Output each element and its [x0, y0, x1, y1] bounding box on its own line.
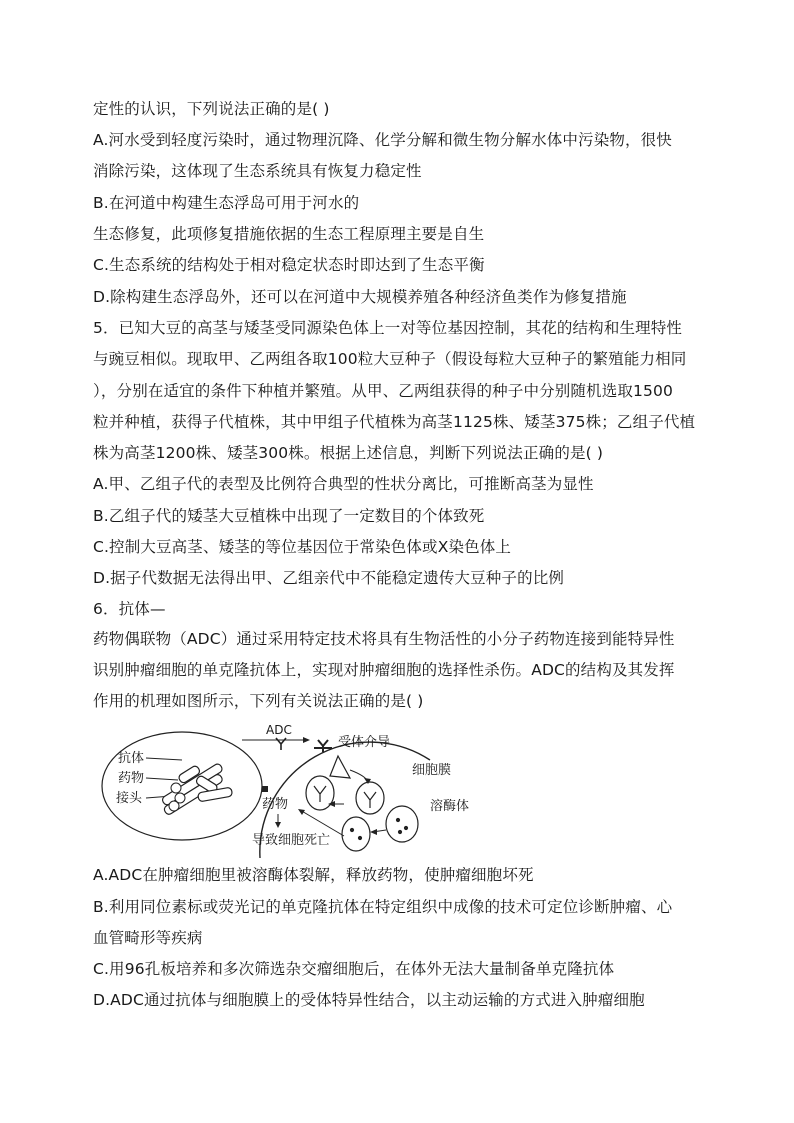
adc-mechanism-figure: [100, 718, 470, 858]
option-line: B.在河道中构建生态浮岛可用于河水的: [93, 194, 360, 212]
antibody-label: 抗体: [118, 751, 145, 766]
text-line: 株为高茎1200株、矮茎300株。根据上述信息，判断下列说法正确的是( ): [93, 444, 604, 462]
drug-release-label: 药物: [262, 797, 289, 812]
text-line: 粒并种植，获得子代植株，其中甲组子代植株为高茎1125株、矮茎375株；乙组子代植: [93, 413, 696, 431]
cell-membrane-label: 细胞膜: [412, 763, 452, 778]
text-line: 定性的认识，下列说法正确的是( ): [93, 100, 330, 118]
linker-label: 接头: [116, 791, 143, 806]
text-line: 与豌豆相似。现取甲、乙两组各取100粒大豆种子（假设每粒大豆种子的繁殖能力相同: [93, 350, 687, 368]
text-line: 作用的机理如图所示，下列有关说法正确的是( ): [93, 692, 424, 710]
text-line: 生态修复，此项修复措施依据的生态工程原理主要是自生: [93, 225, 485, 243]
text-line: 药物偶联物（ADC）通过采用特定技术将具有生物活性的小分子药物连接到能特异性: [93, 630, 675, 648]
option-line: A.ADC在肿瘤细胞里被溶酶体裂解，释放药物，使肿瘤细胞坏死: [93, 866, 534, 884]
endosome: [306, 756, 384, 814]
option-line: D.除构建生态浮岛外，还可以在河道中大规模养殖各种经济鱼类作为修复措施: [93, 288, 627, 306]
question-6-line: 6．抗体—: [93, 600, 166, 618]
adc-label: ADC: [266, 723, 292, 737]
option-line: D.ADC通过抗体与细胞膜上的受体特异性结合，以主动运输的方式进入肿瘤细胞: [93, 991, 645, 1009]
text-line: 血管畸形等疾病: [93, 929, 203, 947]
option-line: A.甲、乙组子代的表型及比例符合典型的性状分离比，可推断高茎为显性: [93, 475, 594, 493]
option-line: C.生态系统的结构处于相对稳定状态时即达到了生态平衡: [93, 256, 485, 274]
lysosome-label: 溶酶体: [430, 799, 470, 814]
option-line: C.用96孔板培养和多次筛选杂交瘤细胞后，在体外无法大量制备单克隆抗体: [93, 960, 615, 978]
option-line: B.乙组子代的矮茎大豆植株中出现了一定数目的个体致死: [93, 507, 485, 525]
option-line: B.利用同位素标或荧光记的单克隆抗体在特定组织中成像的技术可定位诊断肿瘤、心: [93, 898, 673, 916]
text-line: ），分别在适宜的条件下种植并繁殖。从甲、乙两组获得的种子中分别随机选取1500: [93, 382, 674, 400]
drug-label: 药物: [118, 771, 145, 786]
question-5-line: 5．已知大豆的高茎与矮茎受同源染色体上一对等位基因控制，其花的结构和生理特性: [93, 319, 683, 337]
option-line: C.控制大豆高茎、矮茎的等位基因位于常染色体或X染色体上: [93, 538, 512, 556]
text-line: 消除污染，这体现了生态系统具有恢复力稳定性: [93, 162, 422, 180]
text-line: 识别肿瘤细胞的单克隆抗体上，实现对肿瘤细胞的选择性杀伤。ADC的结构及其发挥: [93, 661, 675, 679]
lysosome-shape: [342, 806, 418, 851]
option-line: D.据子代数据无法得出甲、乙组亲代中不能稳定遗传大豆种子的比例: [93, 569, 565, 587]
option-line: A.河水受到轻度污染时，通过物理沉降、化学分解和微生物分解水体中污染物，很快: [93, 131, 672, 149]
cell-death-label: 导致细胞死亡: [252, 833, 331, 848]
drug-square: [262, 786, 268, 792]
receptor-mediated-label: 受体介导: [338, 735, 391, 750]
